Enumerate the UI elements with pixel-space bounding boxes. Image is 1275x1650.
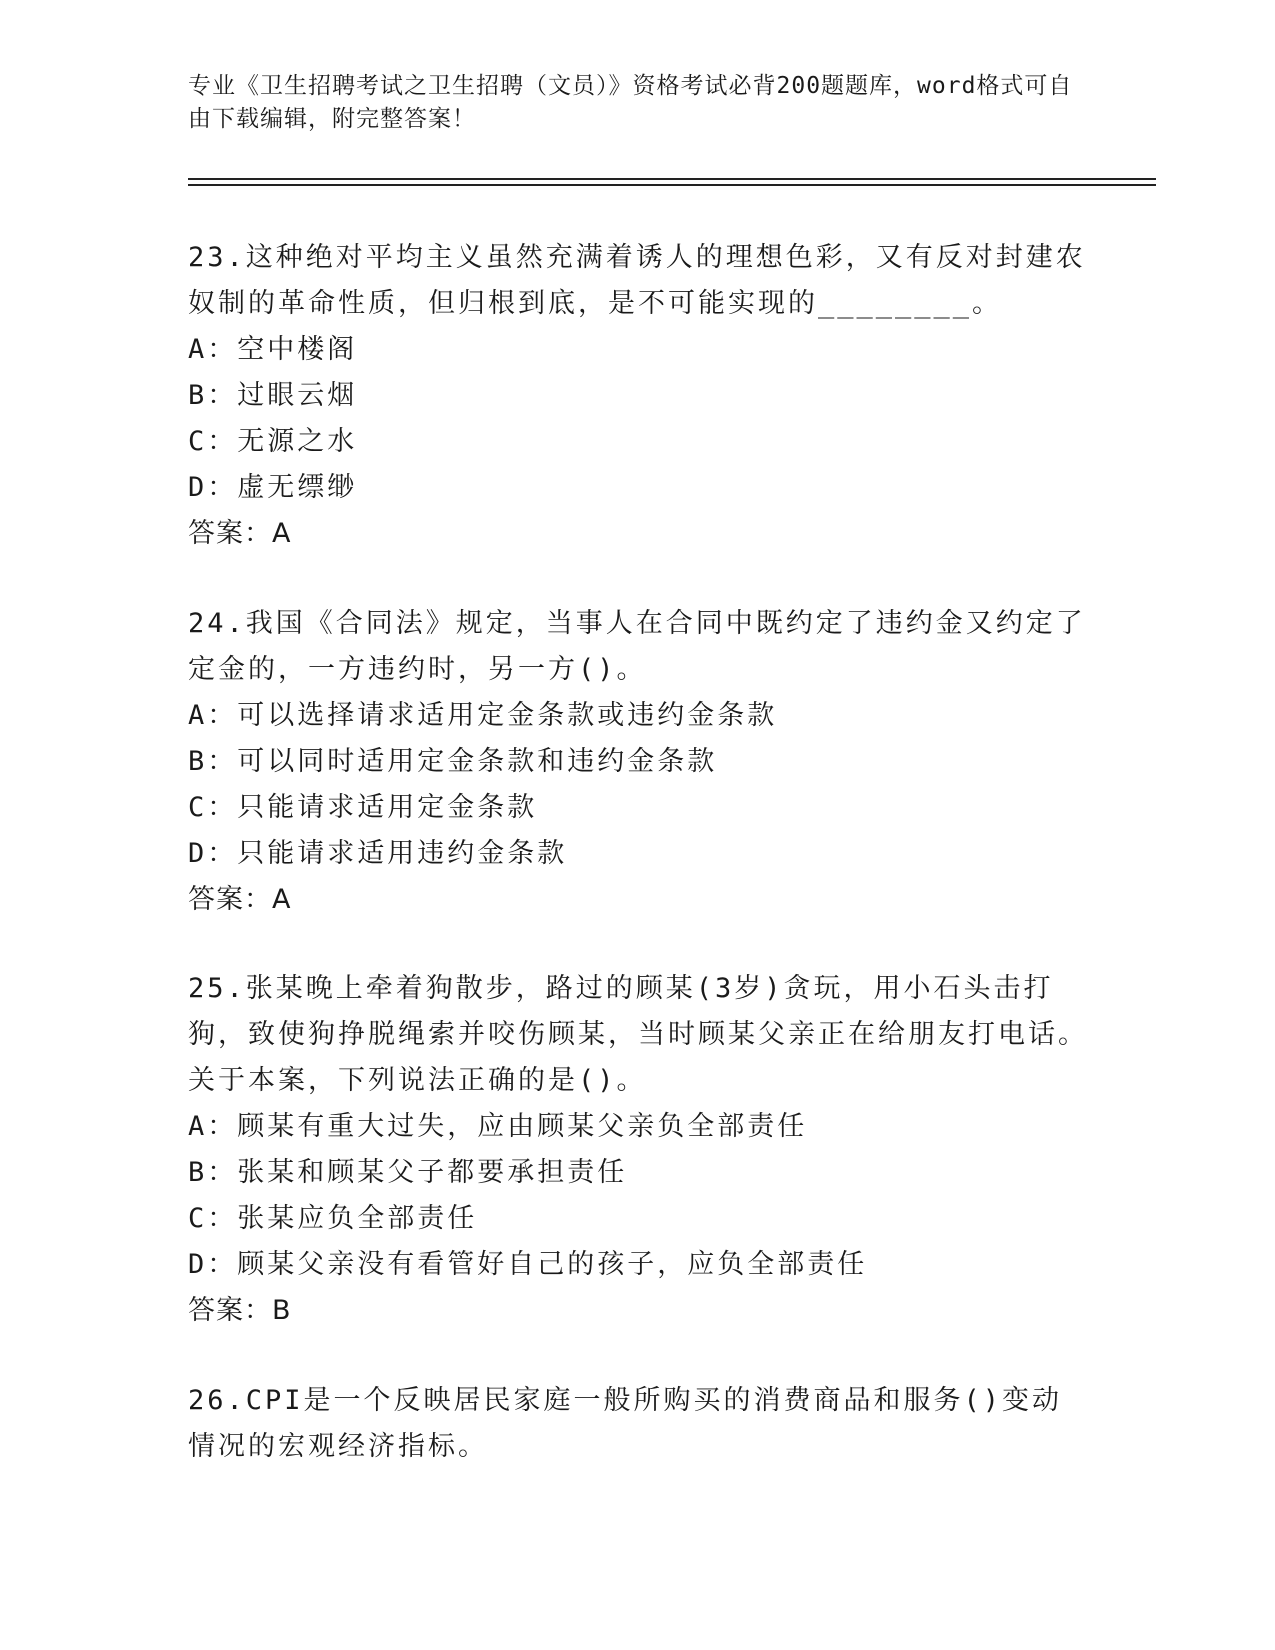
answer-text: 答案：B: [188, 1295, 292, 1326]
option-c: C：只能请求适用定金条款: [188, 792, 538, 823]
option-a: A：可以选择请求适用定金条款或违约金条款: [188, 700, 778, 731]
question-23: [188, 235, 1088, 557]
option-b: B：过眼云烟: [188, 380, 358, 411]
option-a: A：顾某有重大过失，应由顾某父亲负全部责任: [188, 1111, 808, 1142]
option-a: A：空中楼阁: [188, 334, 358, 365]
answer-text: 答案：A: [188, 518, 292, 549]
option-c: C：张某应负全部责任: [188, 1203, 478, 1234]
question-stem: 26.CPI是一个反映居民家庭一般所购买的消费商品和服务()变动情况的宏观经济指标。: [188, 1385, 1063, 1462]
option-b: B：可以同时适用定金条款和违约金条款: [188, 746, 718, 777]
option-d: D：顾某父亲没有看管好自己的孩子，应负全部责任: [188, 1249, 868, 1280]
question-24: [188, 601, 1088, 923]
option-c: C：无源之水: [188, 426, 358, 457]
option-b: B：张某和顾某父子都要承担责任: [188, 1157, 628, 1188]
question-26: [188, 1378, 1088, 1470]
option-d: D：只能请求适用违约金条款: [188, 838, 568, 869]
answer-text: 答案：A: [188, 884, 292, 915]
question-stem: 23.这种绝对平均主义虽然充满着诱人的理想色彩，又有反对封建农奴制的革命性质，但归根到底，是不可能实现的________。: [188, 242, 1086, 319]
option-d: D：虚无缥缈: [188, 472, 358, 503]
document-header-text: 专业《卫生招聘考试之卫生招聘（文员）》资格考试必背200题题库，word格式可自由下载编辑，附完整答案！: [188, 73, 1073, 132]
header-divider-top: [188, 178, 1156, 180]
question-stem: 24.我国《合同法》规定，当事人在合同中既约定了违约金又约定了定金的，一方违约时，另一方()。: [188, 608, 1086, 685]
header-divider-bottom: [188, 184, 1156, 186]
question-stem: 25.张某晚上牵着狗散步，路过的顾某(3岁)贪玩，用小石头击打狗，致使狗挣脱绳索并咬伤顾某，当时顾某父亲正在给朋友打电话。关于本案，下列说法正确的是()。: [188, 973, 1088, 1096]
question-25: [188, 966, 1088, 1334]
